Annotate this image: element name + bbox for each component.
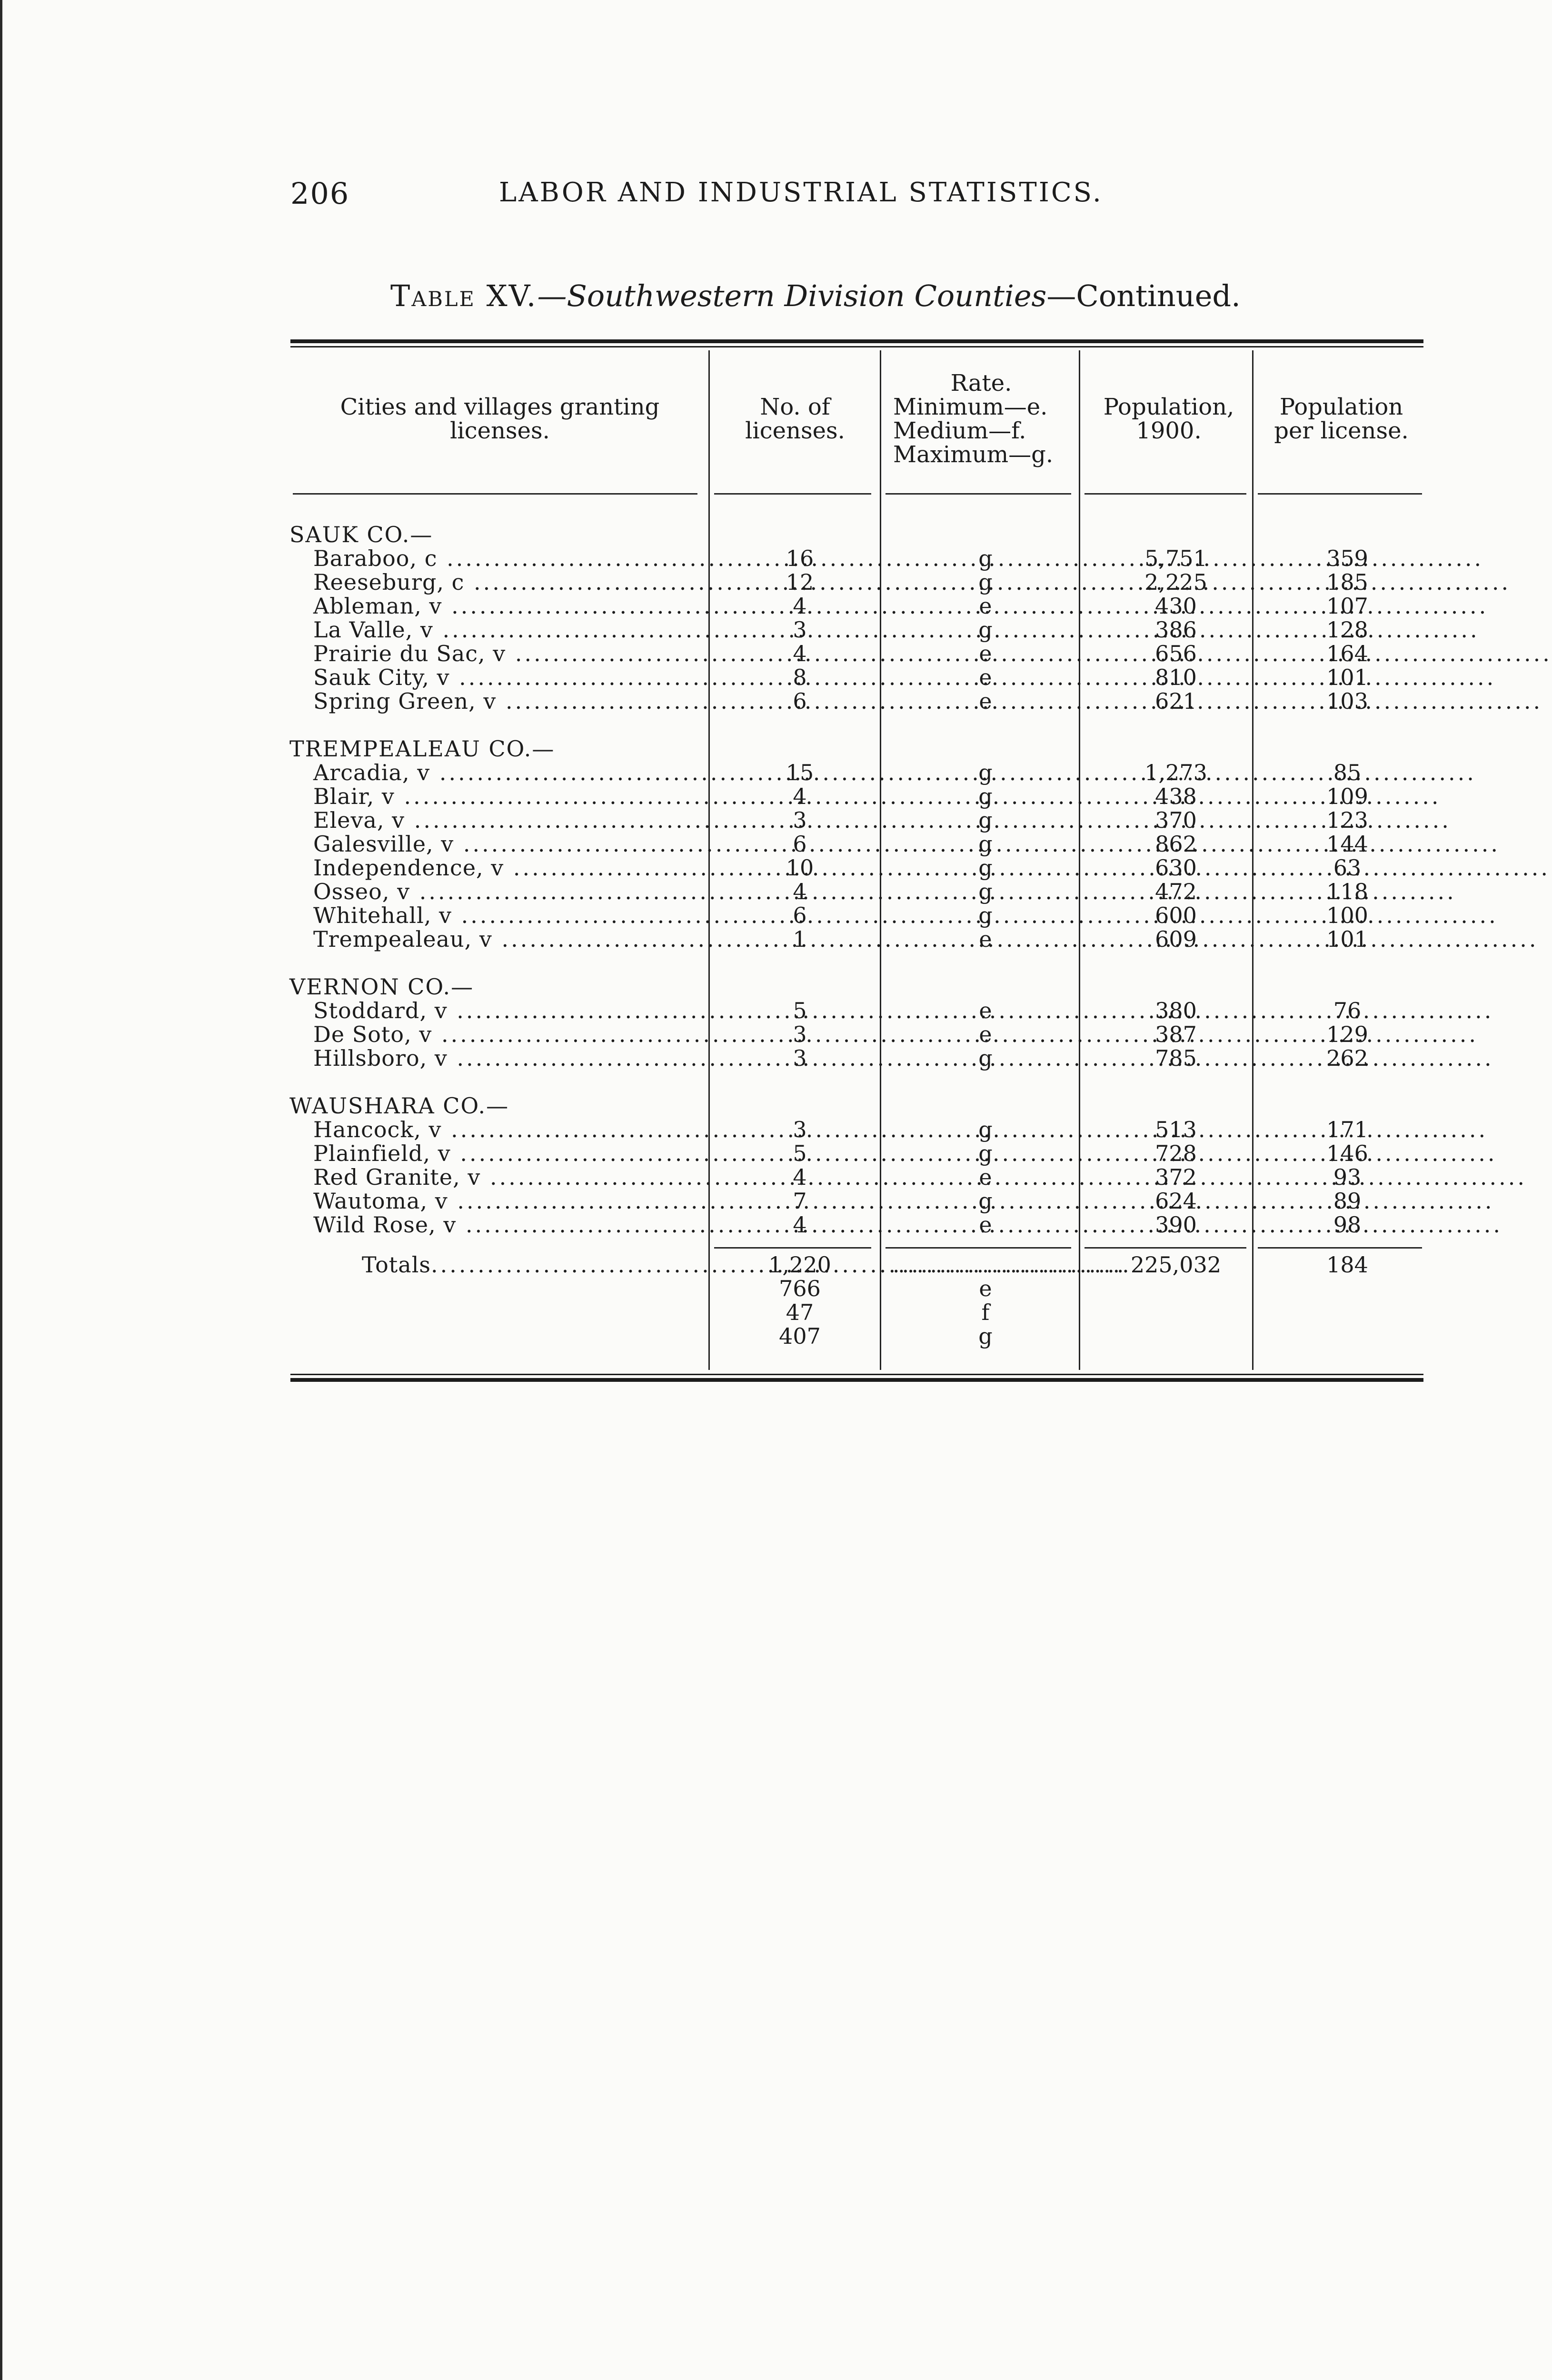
place-name: Spring Green, v ..... xyxy=(313,689,704,713)
licenses: 4 xyxy=(793,593,807,619)
population: 810 xyxy=(1155,664,1197,690)
population: 656 xyxy=(1155,641,1197,666)
table-row xyxy=(0,784,1523,808)
place-name: Wild Rose, v ..... xyxy=(313,1213,704,1237)
population: 630 xyxy=(1155,855,1197,881)
licenses: 10 xyxy=(786,855,814,881)
per-license: 109 xyxy=(1326,783,1368,809)
population: 600 xyxy=(1155,902,1197,928)
per-license: 118 xyxy=(1326,879,1368,904)
table-row xyxy=(0,618,1523,642)
population: 390 xyxy=(1155,1212,1197,1238)
per-license: 63 xyxy=(1333,855,1362,881)
totals-label: Totals ..... xyxy=(362,1253,705,1277)
totals-breakdown-row xyxy=(0,1324,1523,1348)
per-license: 164 xyxy=(1326,641,1368,666)
rate-maximum: g xyxy=(978,1323,993,1349)
per-license: 171 xyxy=(1326,1117,1368,1142)
per-license: 100 xyxy=(1326,902,1368,928)
population: 372 xyxy=(1155,1164,1197,1190)
rate: e xyxy=(979,641,992,666)
total-population: 225,032 xyxy=(1130,1252,1222,1278)
running-head: LABOR AND INDUSTRIAL STATISTICS. xyxy=(499,177,1103,208)
licenses: 4 xyxy=(793,783,807,809)
place-name: Ableman, v ..... xyxy=(313,594,704,618)
totals-breakdown-row xyxy=(0,1300,1523,1324)
licenses-maximum: 407 xyxy=(779,1323,821,1349)
licenses: 8 xyxy=(793,664,807,690)
table-row xyxy=(0,1046,1523,1070)
licenses: 6 xyxy=(793,688,807,714)
rate: e xyxy=(979,1021,992,1047)
rate: g xyxy=(978,902,993,928)
per-license: 93 xyxy=(1333,1164,1362,1190)
table-row xyxy=(0,546,1523,570)
header-underline xyxy=(1084,493,1246,495)
rate: g xyxy=(978,855,993,881)
per-license: 101 xyxy=(1326,664,1368,690)
licenses: 1 xyxy=(793,926,807,952)
table-label: Table XV. xyxy=(390,278,537,313)
rate: g xyxy=(978,1117,993,1142)
per-license: 101 xyxy=(1326,926,1368,952)
rate: e xyxy=(979,593,992,619)
place-name: Hillsboro, v ..... xyxy=(313,1046,704,1070)
per-license: 128 xyxy=(1326,617,1368,643)
totals-rule xyxy=(1084,1247,1246,1249)
table-row xyxy=(0,927,1523,951)
header-place: Cities and villages granting licenses. xyxy=(340,394,660,444)
population: 370 xyxy=(1155,807,1197,833)
table-row xyxy=(0,642,1523,665)
rate-minimum: e xyxy=(979,1276,992,1301)
population: 387 xyxy=(1155,1021,1197,1047)
population: 624 xyxy=(1155,1188,1197,1214)
rate: g xyxy=(978,807,993,833)
licenses: 4 xyxy=(793,1212,807,1238)
header-underline xyxy=(293,493,697,495)
licenses: 3 xyxy=(793,617,807,643)
header-rate: Rate. Minimum—e. Medium—f. Maximum—g. xyxy=(893,370,1054,468)
licenses-minimum: 766 xyxy=(779,1276,821,1301)
table-row xyxy=(0,1189,1523,1213)
licenses: 4 xyxy=(793,1164,807,1190)
totals-row xyxy=(0,1253,1523,1277)
table-row xyxy=(0,570,1523,594)
table-row xyxy=(0,856,1523,880)
top-rule-thin xyxy=(290,346,1423,347)
population: 1,273 xyxy=(1144,760,1207,785)
top-rule-thick xyxy=(290,339,1423,343)
licenses: 7 xyxy=(793,1188,807,1214)
place-name: Wautoma, v ..... xyxy=(313,1189,704,1213)
table-row xyxy=(0,1022,1523,1046)
header-per-license: Population per license. xyxy=(1274,394,1409,444)
place-name: Stoddard, v ..... xyxy=(313,999,704,1022)
licenses: 3 xyxy=(793,807,807,833)
licenses: 16 xyxy=(786,545,814,571)
place-name: Eleva, v ..... xyxy=(313,808,704,832)
place-name: Hancock, v ..... xyxy=(313,1118,704,1141)
rate: g xyxy=(978,1188,993,1214)
population: 513 xyxy=(1155,1117,1197,1142)
table-row xyxy=(0,880,1523,903)
licenses: 3 xyxy=(793,1117,807,1142)
place-name: Galesville, v ..... xyxy=(313,832,704,856)
county-heading: VERNON CO.— xyxy=(289,974,474,1000)
per-license: 146 xyxy=(1326,1140,1368,1166)
county-heading: SAUK CO.— xyxy=(289,522,433,547)
place-name: Red Granite, v ..... xyxy=(313,1165,704,1189)
rate: e xyxy=(979,1164,992,1190)
table-row xyxy=(0,1141,1523,1165)
bottom-rule-thick xyxy=(290,1378,1423,1382)
licenses: 4 xyxy=(793,641,807,666)
population: 2,225 xyxy=(1144,569,1207,595)
per-license: 107 xyxy=(1326,593,1368,619)
place-name: Whitehall, v ..... xyxy=(313,903,704,927)
page-number: 206 xyxy=(290,176,350,211)
table-title xyxy=(390,278,1241,313)
population: 386 xyxy=(1155,617,1197,643)
table-row xyxy=(0,689,1523,713)
total-per-license: 184 xyxy=(1326,1252,1368,1278)
licenses: 4 xyxy=(793,879,807,904)
header-licenses: No. of licenses. xyxy=(745,394,845,444)
county-heading: TREMPEALEAU CO.— xyxy=(289,736,555,762)
population: 609 xyxy=(1155,926,1197,952)
population: 785 xyxy=(1155,1045,1197,1071)
rate: e xyxy=(979,998,992,1023)
table-row xyxy=(0,832,1523,856)
table-continued: —Continued. xyxy=(1046,278,1241,313)
rate-leader-dots: ......................... xyxy=(893,1252,1126,1278)
rate: e xyxy=(979,1212,992,1238)
table-row xyxy=(0,999,1523,1022)
header-population: Population, 1900. xyxy=(1103,394,1234,444)
header-underline xyxy=(885,493,1071,495)
table-row xyxy=(0,665,1523,689)
rate: g xyxy=(978,545,993,571)
table-row xyxy=(0,761,1523,784)
licenses: 5 xyxy=(793,1140,807,1166)
place-name: Independence, v ..... xyxy=(313,856,704,880)
population: 728 xyxy=(1155,1140,1197,1166)
rate: g xyxy=(978,831,993,857)
rate: g xyxy=(978,569,993,595)
licenses: 12 xyxy=(786,569,814,595)
per-license: 129 xyxy=(1326,1021,1368,1047)
rate: g xyxy=(978,760,993,785)
place-name: Prairie du Sac, v ..... xyxy=(313,642,704,665)
population: 862 xyxy=(1155,831,1197,857)
population: 472 xyxy=(1155,879,1197,904)
rate: e xyxy=(979,688,992,714)
bottom-rule-thin xyxy=(290,1374,1423,1375)
totals-rule xyxy=(714,1247,871,1249)
per-license: 262 xyxy=(1326,1045,1368,1071)
place-name: Reeseburg, c ..... xyxy=(313,570,704,594)
totals-breakdown-row xyxy=(0,1277,1523,1300)
per-license: 359 xyxy=(1326,545,1368,571)
licenses: 6 xyxy=(793,902,807,928)
total-licenses: 1,220 xyxy=(768,1252,831,1278)
rate: g xyxy=(978,617,993,643)
per-license: 185 xyxy=(1326,569,1368,595)
rate: g xyxy=(978,1045,993,1071)
population: 380 xyxy=(1155,998,1197,1023)
per-license: 76 xyxy=(1333,998,1362,1023)
per-license: 85 xyxy=(1333,760,1362,785)
licenses: 3 xyxy=(793,1021,807,1047)
licenses-medium: 47 xyxy=(786,1299,814,1325)
rate: g xyxy=(978,879,993,904)
rate: g xyxy=(978,783,993,809)
licenses: 6 xyxy=(793,831,807,857)
totals-rule xyxy=(885,1247,1071,1249)
place-name: De Soto, v ..... xyxy=(313,1022,704,1046)
place-name: La Valle, v ..... xyxy=(313,618,704,642)
place-name: Trempealeau, v ..... xyxy=(313,927,704,951)
licenses: 5 xyxy=(793,998,807,1023)
table-row xyxy=(0,808,1523,832)
header-underline xyxy=(714,493,871,495)
header-underline xyxy=(1258,493,1422,495)
population: 430 xyxy=(1155,593,1197,619)
population: 621 xyxy=(1155,688,1197,714)
place-name: Sauk City, v ..... xyxy=(313,665,704,689)
per-license: 103 xyxy=(1326,688,1368,714)
licenses: 15 xyxy=(786,760,814,785)
population: 5,751 xyxy=(1144,545,1207,571)
table-row xyxy=(0,903,1523,927)
rate: e xyxy=(979,926,992,952)
table-row xyxy=(0,1213,1523,1237)
per-license: 123 xyxy=(1326,807,1368,833)
licenses: 3 xyxy=(793,1045,807,1071)
table-row xyxy=(0,1165,1523,1189)
table-row xyxy=(0,594,1523,618)
place-name: Baraboo, c ..... xyxy=(313,546,704,570)
population: 438 xyxy=(1155,783,1197,809)
place-name: Blair, v ..... xyxy=(313,784,704,808)
per-license: 89 xyxy=(1333,1188,1362,1214)
table-row xyxy=(0,1118,1523,1141)
totals-rule xyxy=(1258,1247,1422,1249)
per-license: 144 xyxy=(1326,831,1368,857)
place-name: Plainfield, v ..... xyxy=(313,1141,704,1165)
per-license: 98 xyxy=(1333,1212,1362,1238)
county-heading: WAUSHARA CO.— xyxy=(289,1093,509,1119)
rate: g xyxy=(978,1140,993,1166)
place-name: Arcadia, v ..... xyxy=(313,761,704,784)
table-subject: —Southwestern Division Counties xyxy=(537,278,1047,313)
rate-medium: f xyxy=(981,1299,990,1325)
place-name: Osseo, v ..... xyxy=(313,880,704,903)
rate: e xyxy=(979,664,992,690)
